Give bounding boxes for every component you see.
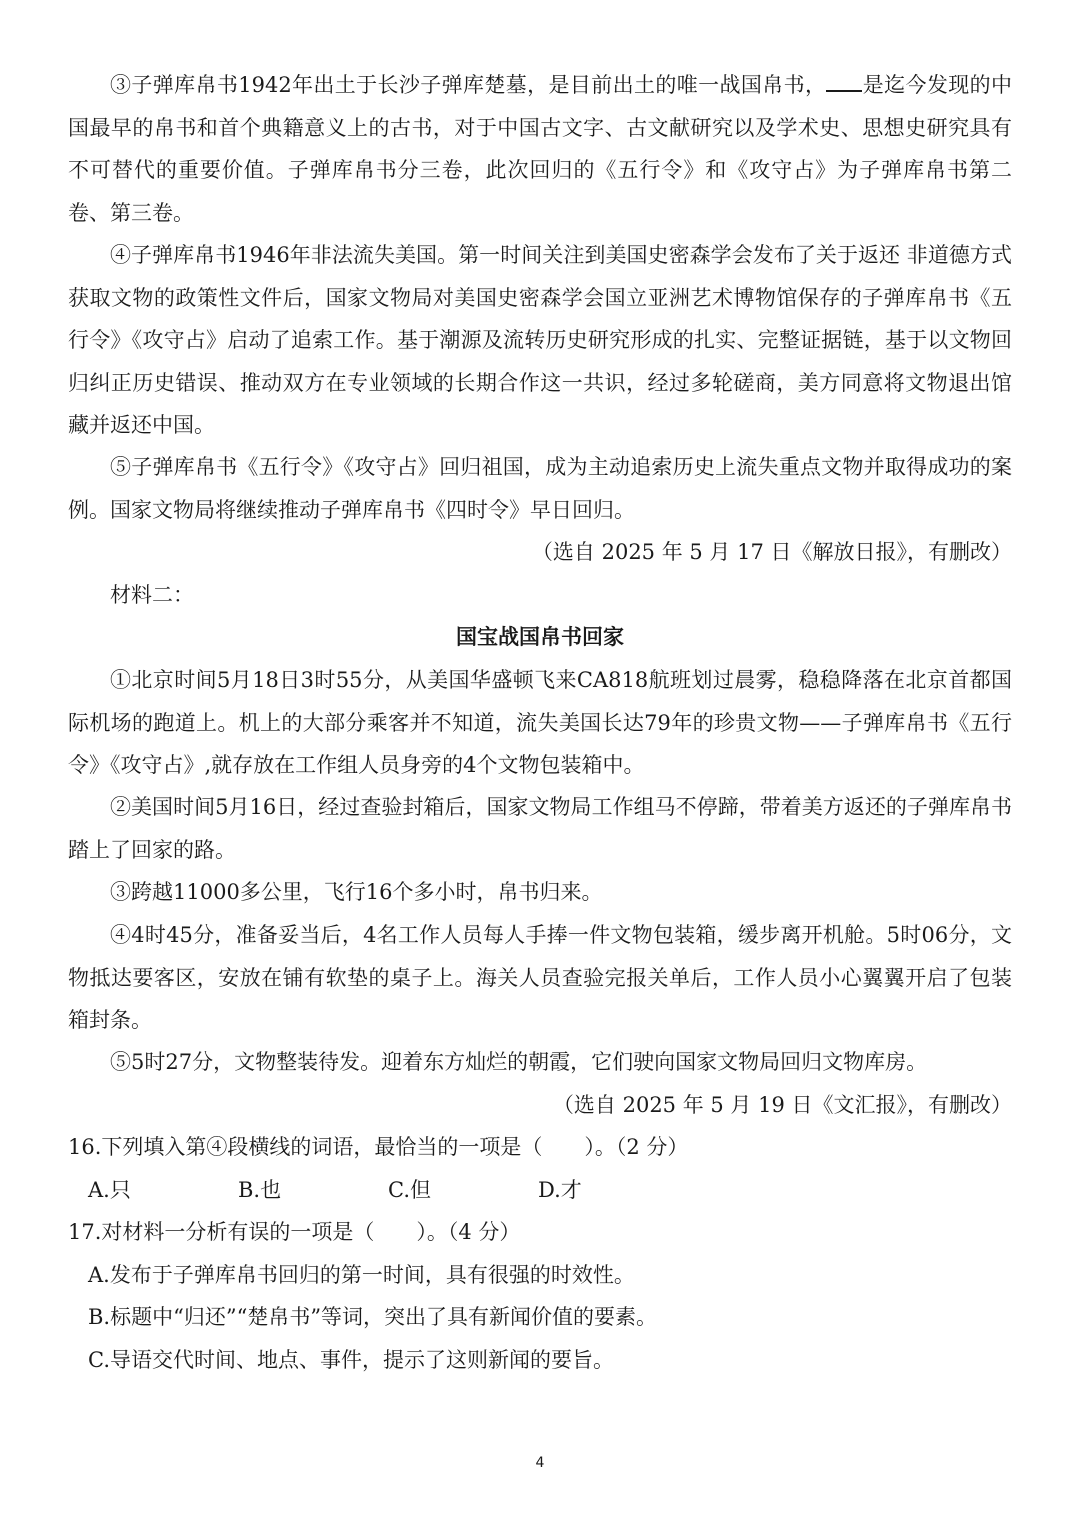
option-a: A.只	[88, 1178, 131, 1202]
material2-paragraph-5: ⑤5时27分，文物整装待发。迎着东方灿烂的朝霞，它们驶向国家文物局回归文物库房。	[110, 1050, 928, 1074]
question-17-option-c: C.导语交代时间、地点、事件，提示了这则新闻的要旨。	[88, 1348, 614, 1372]
question-17-option-a: A.发布于子弹库帛书回归的第一时间，具有很强的时效性。	[88, 1263, 635, 1287]
material1-paragraph-4: ④子弹库帛书1946年非法流失美国。第一时间关注到美国史密森学会发布了关于返还 非道德方式获取文物的政策性文件后，国家文物局对美国史密森学会国立亚洲艺术博物馆保存的子弹库帛书《五行令》《攻守占》启动了追索工作。基于潮源及流转历史研究形成的扎实、完整证据链，基于以文物回归纠正历史错误、推动双方在专业领域的长期合作这一共识，经过多轮磋商，美方同意将文物退出馆藏并返还中国。	[68, 243, 1012, 437]
material2-paragraph-1: ①北京时间5月18日3时55分，从美国华盛顿飞来CA818航班划过晨雾，稳稳降落在北京首都国际机场的跑道上。机上的大部分乘客并不知道，流失美国长达79年的珍贵文物——子弹库帛书《五行令》《攻守占》,就存放在工作组人员身旁的4个文物包装箱中。	[68, 668, 1012, 777]
question-17-stem: 17.对材料一分析有误的一项是（ ）。（4 分）	[68, 1220, 521, 1244]
question-17-option-b: B.标题中“归还”“楚帛书”等词，突出了具有新闻价值的要素。	[88, 1305, 658, 1329]
material1-paragraph-5: ⑤子弹库帛书《五行令》《攻守占》回归祖国，成为主动追索历史上流失重点文物并取得成功的案例。国家文物局将继续推动子弹库帛书《四时令》早日回归。	[68, 455, 1012, 522]
option-c: C.但	[388, 1178, 431, 1202]
material2-title: 国宝战国帛书回家	[456, 625, 624, 649]
material1-source: （选自 2025 年 5 月 17 日《解放日报》，有删改）	[531, 540, 1012, 564]
material2-paragraph-2: ②美国时间5月16日，经过查验封箱后，国家文物局工作组马不停蹄，带着美方返还的子弹库帛书踏上了回家的路。	[68, 795, 1012, 862]
question-16-options	[88, 1169, 688, 1212]
page-number: 4	[535, 1455, 545, 1471]
material2-label: 材料二：	[110, 583, 194, 607]
option-b: B.也	[238, 1178, 282, 1202]
fill-blank	[826, 68, 862, 92]
material2-paragraph-3: ③跨越11000多公里，飞行16个多小时，帛书归来。	[110, 880, 603, 904]
material2-paragraph-4: ④4时45分，准备妥当后，4名工作人员每人手捧一件文物包装箱，缓步离开机舱。5时06分，文物抵达要客区，安放在铺有软垫的桌子上。海关人员查验完报关单后，工作人员小心翼翼开启了包装箱封条。	[68, 923, 1012, 1032]
option-d: D.才	[538, 1178, 582, 1202]
paragraph-text: 是迄今发现的中国最早的帛书和首个典籍意义上的古书，对于中国古文字、古文献研究以及学术史、思想史研究具有不可替代的重要价值。子弹库帛书分三卷，此次回归的《五行令》和《攻守占》为子弹库帛书第二卷、第三卷。	[68, 73, 1013, 225]
material2-source: （选自 2025 年 5 月 19 日《文汇报》，有删改）	[552, 1093, 1012, 1117]
paragraph-text: ③子弹库帛书1942年出土于长沙子弹库楚墓，是目前出土的唯一战国帛书，	[110, 73, 827, 97]
question-16-stem: 16.下列填入第④段横线的词语，最恰当的一项是（ ）。（2 分）	[68, 1135, 689, 1159]
material1-paragraph-3	[68, 64, 1012, 234]
